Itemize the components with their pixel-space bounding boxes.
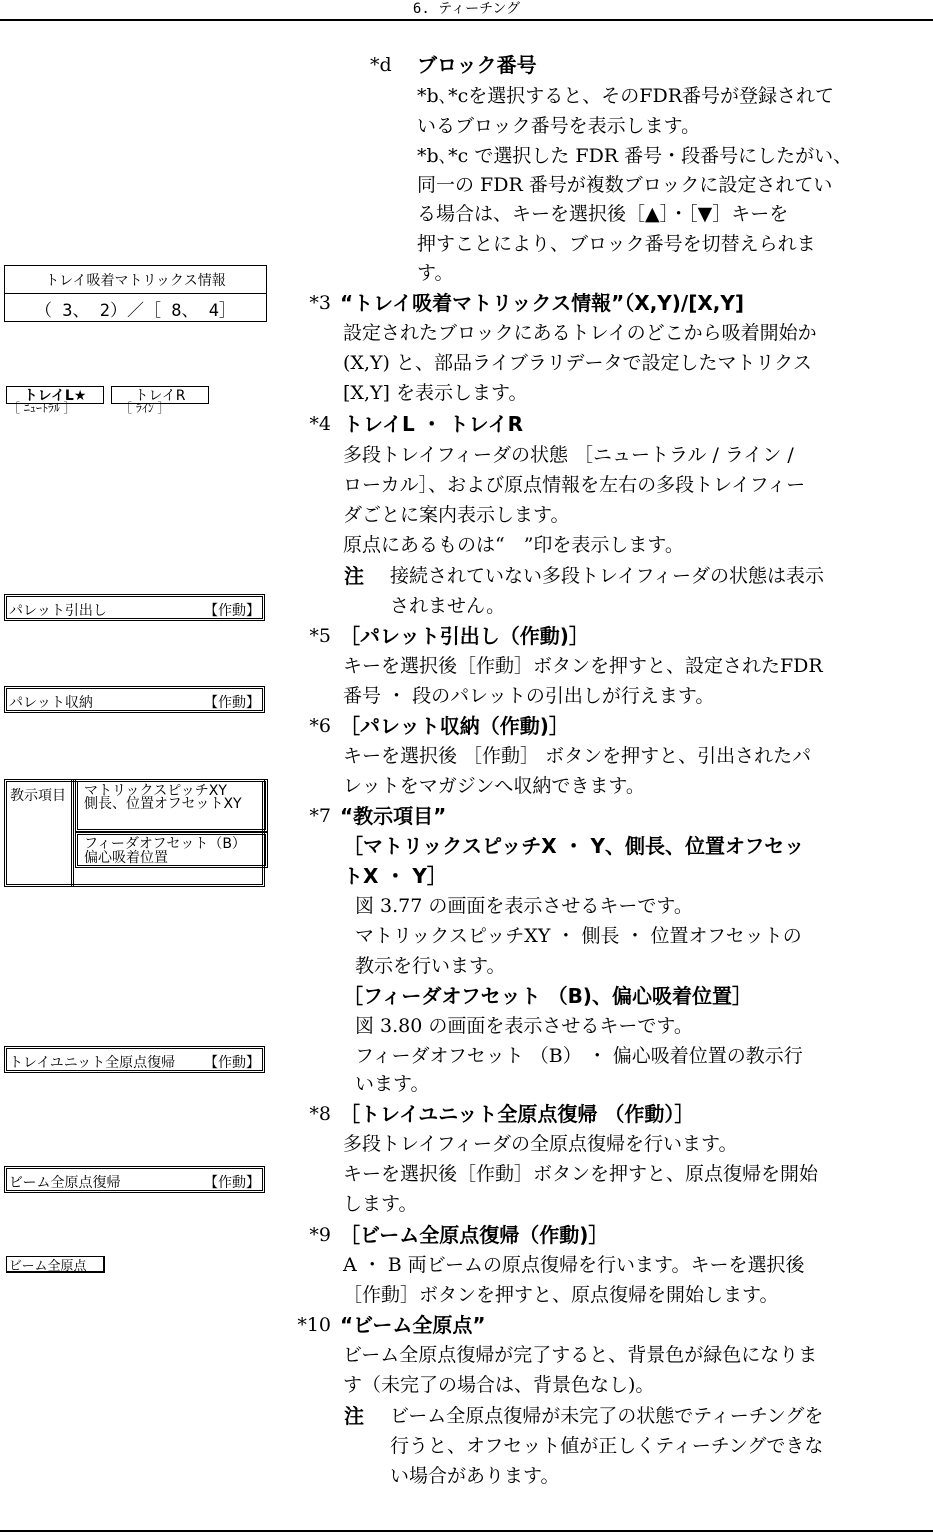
teach-option-matrix-button[interactable]	[75, 779, 268, 832]
beam-origin-indicator	[6, 1256, 105, 1273]
note-d-line5: る場合は、キーを選択後［▲］・［▼］キーを	[417, 203, 789, 225]
note-d-title: ブロック番号	[417, 53, 537, 77]
note-5-line2: 番号 ・ 段のパレットの引出しが行えます。	[343, 685, 715, 707]
page-header-title: 6. ティーチング	[412, 1, 521, 17]
note-3-mark: *3	[309, 292, 331, 314]
pallet-in-label: パレット収納	[9, 695, 93, 711]
beam-home-action: 【作動】	[204, 1175, 260, 1191]
pallet-in-button[interactable]	[4, 686, 265, 713]
tray-r-label: トレイR	[134, 388, 186, 404]
note-5-title: ［パレット引出し（作動)］	[340, 624, 589, 648]
note-7-sub2-desc2: フィーダオフセット （B） ・ 偏心吸着位置の教示行	[355, 1045, 803, 1067]
footer-rule	[0, 1530, 933, 1532]
note-9-mark: *9	[309, 1224, 331, 1246]
note-d-line6: 押すことにより、ブロック番号を切替えられま	[417, 233, 816, 255]
note-4-note-mark: 注	[344, 564, 364, 588]
note-8-mark: *8	[309, 1103, 331, 1125]
note-3-line2: (X,Y) と、部品ライブラリデータで設定したマトリクス	[343, 352, 812, 374]
pallet-out-action: 【作動】	[204, 603, 260, 619]
note-7-sub2-desc1: 図 3.80 の画面を表示させるキーです。	[355, 1015, 693, 1037]
teach-option-feeder-line2: 偏心吸着位置	[84, 850, 168, 866]
note-5-line1: キーを選択後［作動］ボタンを押すと、設定されたFDR	[343, 655, 823, 677]
note-4-note-line2: されません。	[390, 595, 506, 617]
note-9-title: ［ビーム全原点復帰（作動)］	[340, 1223, 609, 1247]
tray-matrix-info-value: （ 3、 2）／［ 8、 4］	[35, 301, 236, 321]
note-4-line3: ダごとに案内表示します。	[343, 504, 570, 526]
note-7-title: “教示項目”	[340, 804, 447, 828]
note-8-line1: 多段トレイフィーダの全原点復帰を行います。	[343, 1133, 738, 1155]
note-3-line3: [X,Y] を表示します。	[343, 382, 528, 404]
note-4-title: トレイL ・ トレイR	[343, 412, 524, 436]
note-6-line1: キーを選択後 ［作動］ ボタンを押すと、引出されたパ	[343, 745, 812, 767]
note-d-line3: *b､*c で選択した FDR 番号・段番号にしたがい、	[417, 145, 853, 167]
note-10-note-line1: ビーム全原点復帰が未完了の状態でティーチングを	[390, 1405, 824, 1427]
note-8-line3: します。	[343, 1193, 418, 1215]
note-7-sub1-desc1: 図 3.77 の画面を表示させるキーです。	[355, 895, 693, 917]
note-10-note-line3: い場合があります。	[390, 1465, 560, 1487]
tray-unit-home-label: トレイユニット全原点復帰	[9, 1055, 176, 1071]
note-10-mark: *10	[297, 1314, 331, 1336]
note-10-note-line2: 行うと、オフセット値が正しくティーチングできな	[390, 1435, 824, 1457]
tray-l-label: トレイL★	[23, 388, 87, 404]
tray-unit-home-action: 【作動】	[204, 1055, 260, 1071]
pallet-in-action: 【作動】	[204, 695, 260, 711]
note-d-line7: す。	[417, 262, 454, 284]
note-4-line4: 原点にあるものは“ ”印を表示します。	[343, 534, 684, 556]
note-4-line1: 多段トレイフィーダの状態 ［ニュートラル / ライン /	[343, 444, 794, 466]
note-10-line1: ビーム全原点復帰が完了すると、背景色が緑色になりま	[343, 1344, 818, 1366]
header-rule	[0, 19, 933, 21]
note-5-mark: *5	[309, 625, 331, 647]
note-7-sub2-title: ［フィーダオフセット （B)、偏心吸着位置］	[343, 984, 752, 1008]
note-d-line4: 同一の FDR 番号が複数ブロックに設定されてい	[417, 174, 833, 196]
note-7-sub1-desc2: マトリックスピッチXY ・ 側長 ・ 位置オフセットの	[355, 925, 802, 947]
tray-matrix-info-panel	[4, 265, 267, 322]
note-7-mark: *7	[309, 805, 331, 827]
teach-option-feeder-line1: フィーダオフセット（B）	[84, 836, 246, 852]
note-d-mark: *d	[370, 54, 392, 76]
teach-items-label: 教示項目	[10, 788, 66, 804]
tray-matrix-info-title: トレイ吸着マトリックス情報	[45, 273, 226, 289]
tray-unit-home-button[interactable]	[4, 1046, 265, 1073]
beam-home-label: ビーム全原点復帰	[9, 1175, 121, 1191]
beam-origin-label: ビーム全原点	[9, 1259, 87, 1274]
tray-l-state: ［ ﾆｭｰﾄﾗﾙ ］	[8, 401, 76, 415]
pallet-out-label: パレット引出し	[9, 603, 107, 619]
pallet-out-button[interactable]	[4, 594, 265, 621]
note-7-sub2-desc3: います。	[355, 1073, 430, 1095]
note-9-line2: ［作動］ボタンを押すと、原点復帰を開始します。	[343, 1284, 779, 1306]
teach-option-matrix-line1: マトリックスピッチXY	[84, 783, 227, 799]
teach-option-feeder-button[interactable]	[75, 832, 268, 868]
note-7-sub1-line2: トX ・ Y］	[343, 864, 447, 888]
note-7-sub1-line1: ［マトリックスピッチX ・ Y、側長、位置オフセッ	[343, 834, 805, 858]
note-4-line2: ローカル］、および原点情報を左右の多段トレイフィー	[343, 474, 806, 496]
note-d-line1: *b､*cを選択すると、そのFDR番号が登録されて	[417, 85, 835, 107]
note-10-line2: す（未完了の場合は、背景色なし)。	[343, 1374, 655, 1396]
teach-items-panel	[4, 779, 265, 887]
note-4-note-line1: 接続されていない多段トレイフィーダの状態は表示	[390, 565, 824, 587]
note-10-note-mark: 注	[344, 1404, 364, 1428]
note-8-title: ［トレイユニット全原点復帰 （作動）］	[340, 1102, 695, 1126]
note-7-sub1-desc3: 教示を行います。	[355, 955, 506, 977]
note-6-line2: レットをマガジンへ収納できます。	[343, 775, 645, 797]
note-10-title: “ビーム全原点”	[340, 1313, 486, 1337]
note-3-line1: 設定されたブロックにあるトレイのどこから吸着開始か	[343, 322, 817, 344]
note-6-title: ［パレット収納（作動)］	[340, 714, 569, 738]
tray-r-state: ［ ﾗｲﾝ ］	[120, 401, 170, 415]
note-8-line2: キーを選択後［作動］ボタンを押すと、原点復帰を開始	[343, 1163, 819, 1185]
note-d-line2: いるブロック番号を表示します。	[417, 115, 701, 137]
teach-option-matrix-line2: 側長、位置オフセットXY	[84, 796, 242, 812]
beam-home-button[interactable]	[4, 1166, 265, 1193]
note-6-mark: *6	[309, 715, 331, 737]
note-4-mark: *4	[309, 413, 331, 435]
note-3-title: “トレイ吸着マトリックス情報”（X,Y)/[X,Y]	[340, 291, 745, 315]
note-9-line1: A ・ B 両ビームの原点復帰を行います。キーを選択後	[343, 1254, 805, 1276]
